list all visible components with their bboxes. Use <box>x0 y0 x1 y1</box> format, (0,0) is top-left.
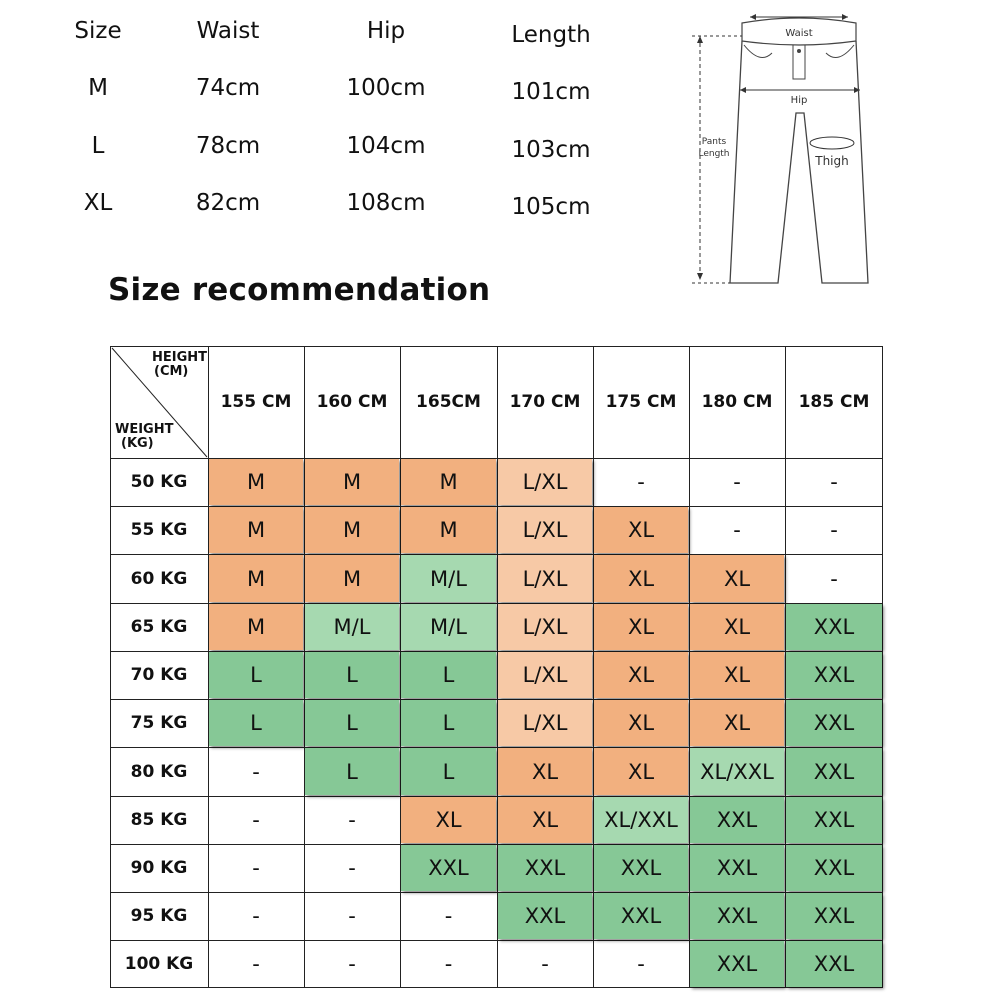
empty-cell: - <box>252 759 260 784</box>
weight-row-header: 60 KG <box>130 568 188 589</box>
weight-row-header: 50 KG <box>130 472 188 492</box>
size-recommendation-cell: M <box>305 555 399 602</box>
size-recommendation-cell: M/L <box>305 604 399 650</box>
corner-height-line1: HEIGHT <box>152 350 208 365</box>
size-recommendation-cell: XXL <box>786 700 882 746</box>
size-recommendation-cell: L <box>401 748 496 795</box>
waist-label: Waist <box>785 28 813 39</box>
height-column-header: 165CM <box>416 392 481 412</box>
size-recommendation-cell: XL <box>690 700 784 746</box>
thigh-label: Thigh <box>815 154 849 168</box>
pants-length-label-line2: Length <box>698 149 730 159</box>
weight-row-header: 95 KG <box>130 906 188 926</box>
size-recommendation-cell: XXL <box>594 845 688 891</box>
size-recommendation-cell: XXL <box>786 845 882 891</box>
size-recommendation-cell: XL <box>498 748 592 795</box>
size-recommendation-cell: M <box>401 507 496 553</box>
empty-cell: - <box>733 470 741 494</box>
size-recommendation-cell: XL <box>594 652 688 698</box>
size-chart-header: Hip <box>366 18 406 44</box>
empty-cell: - <box>348 856 356 880</box>
hip-label: Hip <box>790 95 808 106</box>
height-column-header: 155 CM <box>220 392 292 412</box>
size-recommendation-cell: M/L <box>401 555 496 602</box>
size-recommendation-cell: XXL <box>690 797 784 843</box>
weight-row-header: 70 KG <box>130 665 188 685</box>
size-recommendation-cell: L/XL <box>498 700 592 746</box>
size-recommendation-cell: XXL <box>498 845 592 891</box>
corner-weight-line2: (KG) <box>121 436 154 451</box>
weight-row-header: 65 KG <box>130 617 188 637</box>
size-recommendation-cell: XL/XXL <box>594 797 688 843</box>
size-chart-header: Waist <box>196 18 260 44</box>
empty-cell: - <box>830 470 838 494</box>
size-recommendation-cell: XXL <box>786 797 882 843</box>
empty-cell: - <box>444 904 453 928</box>
empty-cell: - <box>444 952 453 976</box>
size-recommendation-cell: XL <box>690 652 784 698</box>
size-recommendation-cell: L <box>209 700 303 746</box>
size-recommendation-cell: XXL <box>690 845 784 891</box>
size-recommendation-cell: XL <box>594 700 688 746</box>
size-chart-cell: 108cm <box>346 190 426 216</box>
size-recommendation-cell: XXL <box>786 941 882 987</box>
weight-row-header: 55 KG <box>130 520 188 540</box>
empty-cell: - <box>252 856 260 880</box>
corner-weight-line1: WEIGHT <box>115 422 174 437</box>
size-recommendation-cell: L <box>209 652 303 698</box>
size-recommendation-table <box>110 346 883 988</box>
empty-cell: - <box>252 952 260 976</box>
size-recommendation-cell: XXL <box>786 748 882 795</box>
size-chart-cell: 74cm <box>195 75 261 101</box>
size-chart-header: Length <box>511 22 591 48</box>
size-chart-cell: 105cm <box>511 194 591 220</box>
empty-cell: - <box>637 952 645 976</box>
empty-cell: - <box>348 952 356 976</box>
size-recommendation-cell: L/XL <box>498 652 592 698</box>
weight-row-header: 75 KG <box>130 713 188 733</box>
size-recommendation-cell: XXL <box>498 893 592 939</box>
size-recommendation-cell: XL <box>690 604 784 650</box>
size-recommendation-cell: XL <box>690 555 784 602</box>
empty-cell: - <box>348 808 356 832</box>
empty-cell: - <box>541 952 549 976</box>
size-chart-cell: L <box>91 133 105 159</box>
size-recommendation-cell: XL/XXL <box>690 748 784 795</box>
size-recommendation-cell: XL <box>401 797 496 843</box>
empty-cell: - <box>830 566 838 591</box>
size-recommendation-cell: XL <box>594 604 688 650</box>
size-chart-cell: M <box>88 75 108 101</box>
weight-row-header: 100 KG <box>124 954 194 974</box>
size-recommendation-cell: M <box>209 555 303 602</box>
size-recommendation-cell: XXL <box>786 604 882 650</box>
size-recommendation-cell: XL <box>498 797 592 843</box>
size-chart-cell: 104cm <box>346 133 426 159</box>
height-column-header: 160 CM <box>316 392 388 412</box>
empty-cell: - <box>733 518 741 542</box>
section-title: Size recommendation <box>108 272 491 308</box>
size-recommendation-cell: XXL <box>401 845 496 891</box>
size-chart-cell: 82cm <box>195 190 261 216</box>
size-recommendation-cell: XL <box>594 555 688 602</box>
size-recommendation-cell: L/XL <box>498 507 592 553</box>
size-recommendation-cell: L <box>401 700 496 746</box>
size-recommendation-cell: XXL <box>690 893 784 939</box>
size-recommendation-cell: M <box>305 507 399 553</box>
weight-row-header: 90 KG <box>130 858 188 878</box>
size-chart-cell: 100cm <box>346 75 426 101</box>
size-recommendation-cell: XXL <box>786 893 882 939</box>
height-column-header: 180 CM <box>701 392 773 412</box>
height-column-header: 175 CM <box>605 392 677 412</box>
size-recommendation-cell: L <box>305 748 399 795</box>
size-recommendation-cell: M <box>401 459 496 505</box>
size-recommendation-cell: L <box>401 652 496 698</box>
size-recommendation-cell: L/XL <box>498 604 592 650</box>
size-chart-cell: XL <box>83 190 113 216</box>
size-recommendation-cell: L/XL <box>498 459 592 505</box>
size-recommendation-cell: XXL <box>690 941 784 987</box>
pants-length-label-line1: Pants <box>701 137 727 147</box>
size-recommendation-cell: L <box>305 700 399 746</box>
size-recommendation-cell: XL <box>594 507 688 553</box>
weight-row-header: 85 KG <box>130 810 188 830</box>
size-chart-header: Size <box>74 18 122 44</box>
pants-measurement-diagram <box>660 5 880 290</box>
size-chart-cell: 101cm <box>511 79 591 105</box>
height-column-header: 170 CM <box>509 392 581 412</box>
empty-cell: - <box>252 808 260 832</box>
empty-cell: - <box>348 904 356 928</box>
height-column-header: 185 CM <box>798 392 870 412</box>
size-recommendation-cell: XL <box>594 748 688 795</box>
size-recommendation-cell: M <box>305 459 399 505</box>
size-recommendation-cell: M <box>209 459 303 505</box>
empty-cell: - <box>252 904 260 928</box>
size-recommendation-cell: M <box>209 604 303 650</box>
corner-height-line2: (CM) <box>154 364 189 379</box>
size-recommendation-cell: M/L <box>401 604 496 650</box>
empty-cell: - <box>830 518 838 542</box>
weight-row-header: 80 KG <box>130 761 188 782</box>
size-recommendation-cell: XXL <box>594 893 688 939</box>
size-recommendation-cell: L <box>305 652 399 698</box>
size-chart-cell: 103cm <box>511 137 591 163</box>
size-recommendation-cell: M <box>209 507 303 553</box>
corner-diagonal <box>110 346 208 458</box>
size-chart-cell: 78cm <box>195 133 261 159</box>
size-recommendation-cell: XXL <box>786 652 882 698</box>
grid-line <box>110 987 883 988</box>
size-recommendation-cell: L/XL <box>498 555 592 602</box>
empty-cell: - <box>637 470 645 494</box>
